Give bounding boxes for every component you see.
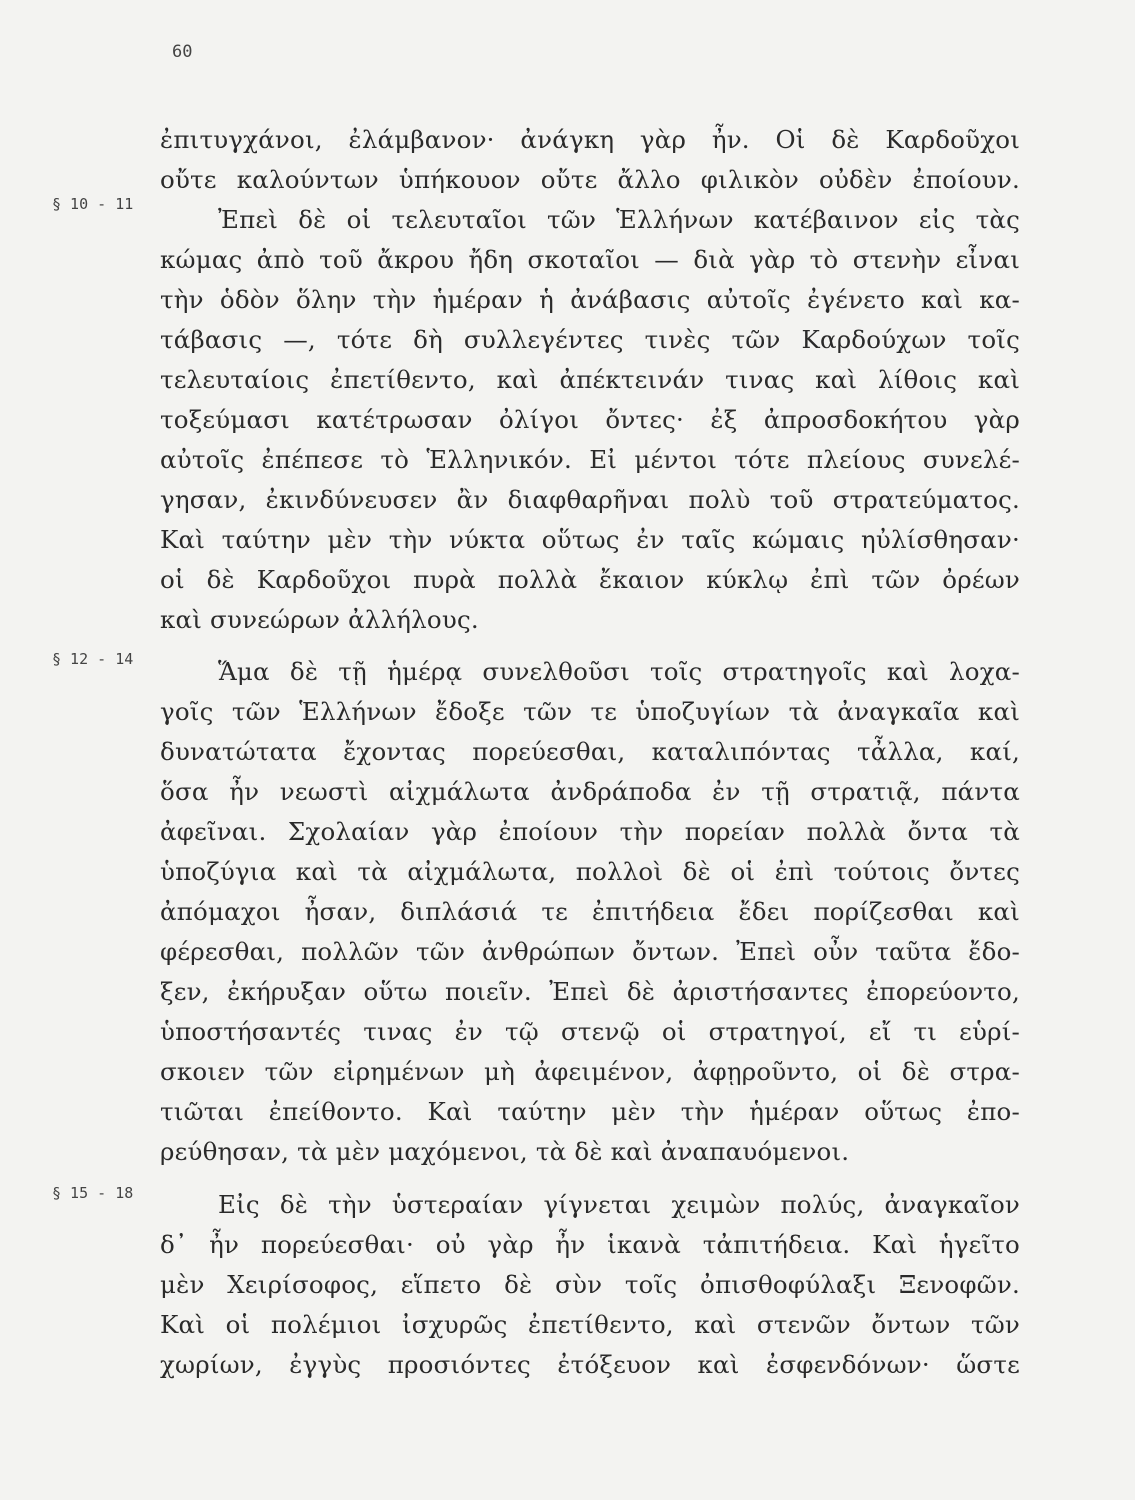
text-line: χωρίων, ἐγγὺς προσιόντες ἐτόξευον καὶ ἐσφενδόνων· ὥστε [160, 1350, 1020, 1379]
section-marker: § 10 - 11 [52, 195, 134, 213]
text-line: ἀπόμαχοι ἦσαν, διπλάσιά τε ἐπιτήδεια ἔδει πορίζεσθαι καὶ [160, 897, 1020, 926]
text-line: αὐτοῖς ἐπέπεσε τὸ Ἑλληνικόν. Εἰ μέντοι τότε πλείους συνελέ- [160, 445, 1020, 474]
text-line: τάβασις —, τότε δὴ συλλεγέντες τινὲς τῶν Καρδούχων τοῖς [160, 325, 1020, 354]
text-line: ρεύθησαν, τὰ μὲν μαχόμενοι, τὰ δὲ καὶ ἀναπαυόμενοι. [160, 1137, 850, 1166]
text-line: Ἅμα δὲ τῇ ἡμέρᾳ συνελθοῦσι τοῖς στρατηγοῖς καὶ λοχα- [218, 657, 1020, 686]
text-line: Καὶ οἱ πολέμιοι ἰσχυρῶς ἐπετίθεντο, καὶ στενῶν ὄντων τῶν [160, 1310, 1020, 1339]
text-line: τιῶται ἐπείθοντο. Καὶ ταύτην μὲν τὴν ἡμέραν οὕτως ἐπο- [160, 1097, 1020, 1126]
text-line: δυνατώτατα ἔχοντας πορεύεσθαι, καταλιπόντας τἆλλα, καί, [160, 737, 1020, 766]
text-line: γοῖς τῶν Ἑλλήνων ἔδοξε τῶν τε ὑποζυγίων τὰ ἀναγκαῖα καὶ [160, 697, 1020, 726]
text-line: ὅσα ἦν νεωστὶ αἰχμάλωτα ἀνδράποδα ἐν τῇ στρατιᾷ, πάντα [160, 777, 1020, 806]
text-line: Καὶ ταύτην μὲν τὴν νύκτα οὕτως ἐν ταῖς κώμαις ηὐλίσθησαν· [160, 525, 1020, 554]
text-line: φέρεσθαι, πολλῶν τῶν ἀνθρώπων ὄντων. Ἐπεὶ οὖν ταῦτα ἔδο- [160, 937, 1020, 966]
section-marker: § 12 - 14 [52, 650, 134, 668]
text-line: ἀφεῖναι. Σχολαίαν γὰρ ἐποίουν τὴν πορείαν πολλὰ ὄντα τὰ [160, 817, 1020, 846]
text-line: ἐπιτυγχάνοι, ἐλάμβανον· ἀνάγκη γὰρ ἦν. Οἱ δὲ Καρδοῦχοι [160, 125, 1020, 154]
text-line: σκοιεν τῶν εἰρημένων μὴ ἀφειμένον, ἀφῃροῦντο, οἱ δὲ στρα- [160, 1057, 1020, 1086]
text-line: οἱ δὲ Καρδοῦχοι πυρὰ πολλὰ ἔκαιον κύκλῳ ἐπὶ τῶν ὀρέων [160, 565, 1020, 594]
text-line: ὑποστήσαντές τινας ἐν τῷ στενῷ οἱ στρατηγοί, εἴ τι εὑρί- [160, 1017, 1020, 1046]
text-line: ὑποζύγια καὶ τὰ αἰχμάλωτα, πολλοὶ δὲ οἱ ἐπὶ τούτοις ὄντες [160, 857, 1020, 886]
text-line: Ἐπεὶ δὲ οἱ τελευταῖοι τῶν Ἑλλήνων κατέβαινον εἰς τὰς [218, 205, 1020, 234]
text-line: ξεν, ἐκήρυξαν οὕτω ποιεῖν. Ἐπεὶ δὲ ἀριστήσαντες ἐπορεύοντο, [160, 977, 1020, 1006]
text-line: τελευταίοις ἐπετίθεντο, καὶ ἀπέκτεινάν τινας καὶ λίθοις καὶ [160, 365, 1020, 394]
text-line: Εἰς δὲ τὴν ὑστεραίαν γίγνεται χειμὼν πολύς, ἀναγκαῖον [218, 1190, 1020, 1219]
text-line: γησαν, ἐκινδύνευσεν ἂν διαφθαρῆναι πολὺ τοῦ στρατεύματος. [160, 485, 1020, 514]
page-number: 60 [172, 42, 193, 62]
text-line: μὲν Χειρίσοφος, εἵπετο δὲ σὺν τοῖς ὀπισθοφύλαξι Ξενοφῶν. [160, 1270, 1020, 1299]
text-line: καὶ συνεώρων ἀλλήλους. [160, 605, 479, 634]
section-marker: § 15 - 18 [52, 1184, 134, 1202]
text-line: οὔτε καλούντων ὑπήκουον οὔτε ἄλλο φιλικὸν οὐδὲν ἐποίουν. [160, 165, 1020, 194]
text-line: τὴν ὁδὸν ὅλην τὴν ἡμέραν ἡ ἀνάβασις αὐτοῖς ἐγένετο καὶ κα- [160, 285, 1020, 314]
text-line: δ᾿ ἦν πορεύεσθαι· οὐ γὰρ ἦν ἱκανὰ τἀπιτήδεια. Καὶ ἡγεῖτο [160, 1230, 1020, 1259]
text-line: τοξεύμασι κατέτρωσαν ὀλίγοι ὄντες· ἐξ ἀπροσδοκήτου γὰρ [160, 405, 1020, 434]
text-line: κώμας ἀπὸ τοῦ ἄκρου ἤδη σκοταῖοι — διὰ γὰρ τὸ στενὴν εἶναι [160, 245, 1020, 274]
